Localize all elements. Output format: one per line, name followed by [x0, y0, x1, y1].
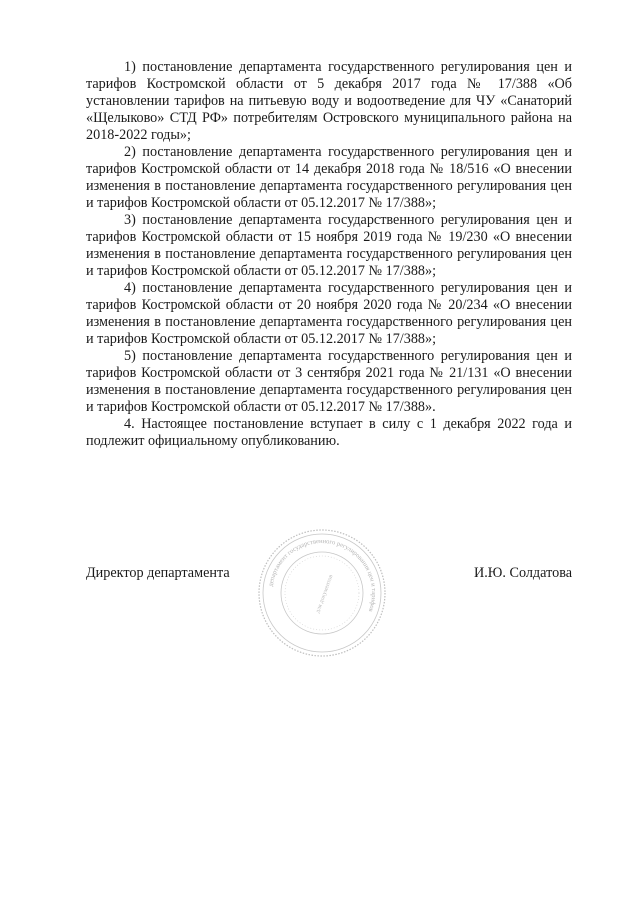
signature-block — [86, 565, 572, 585]
paragraph-effective-date: 4. Настоящее постановление вступает в силу с 1 декабря 2022 года и подлежит официальному опубликованию. — [86, 416, 572, 449]
paragraph-item-4: 4) постановление департамента государственного регулирования цен и тарифов Костромской области от 20 ноября 2020 года № 20/234 «О внесении изменения в постановление департамента государственного регулирования цен и тарифов Костромской области от 05.12.2017 № 17/388»; — [86, 280, 572, 347]
paragraph-item-1: 1) постановление департамента государственного регулирования цен и тарифов Костромской области от 5 декабря 2017 года № 17/388 «Об установлении тарифов на питьевую воду и водоотведение для ЧУ «Санаторий «Щелыково» СТД РФ» потребителям Островского муниципального района на 2018-2022 годы»; — [86, 59, 572, 143]
seal-stamp-icon — [256, 527, 388, 659]
signer-position: Директор департамента — [86, 565, 230, 581]
document-body — [86, 59, 572, 450]
seal-ring-text: департамент государственного регулирования цен и тарифов — [267, 537, 378, 613]
seal-center-text: для документов — [315, 574, 335, 614]
paragraph-item-5: 5) постановление департамента государственного регулирования цен и тарифов Костромской области от 3 сентября 2021 года № 21/131 «О внесении изменения в постановление департамента государственного регулирования цен и тарифов Костромской области от 05.12.2017 № 17/388». — [86, 348, 572, 415]
paragraph-item-3: 3) постановление департамента государственного регулирования цен и тарифов Костромской области от 15 ноября 2019 года № 19/230 «О внесении изменения в постановление департамента государственного регулирования цен и тарифов Костромской области от 05.12.2017 № 17/388»; — [86, 212, 572, 279]
paragraph-item-2: 2) постановление департамента государственного регулирования цен и тарифов Костромской области от 14 декабря 2018 года № 18/516 «О внесении изменения в постановление департамента государственного регулирования цен и тарифов Костромской области от 05.12.2017 № 17/388»; — [86, 144, 572, 211]
signer-name: И.Ю. Солдатова — [474, 565, 572, 581]
